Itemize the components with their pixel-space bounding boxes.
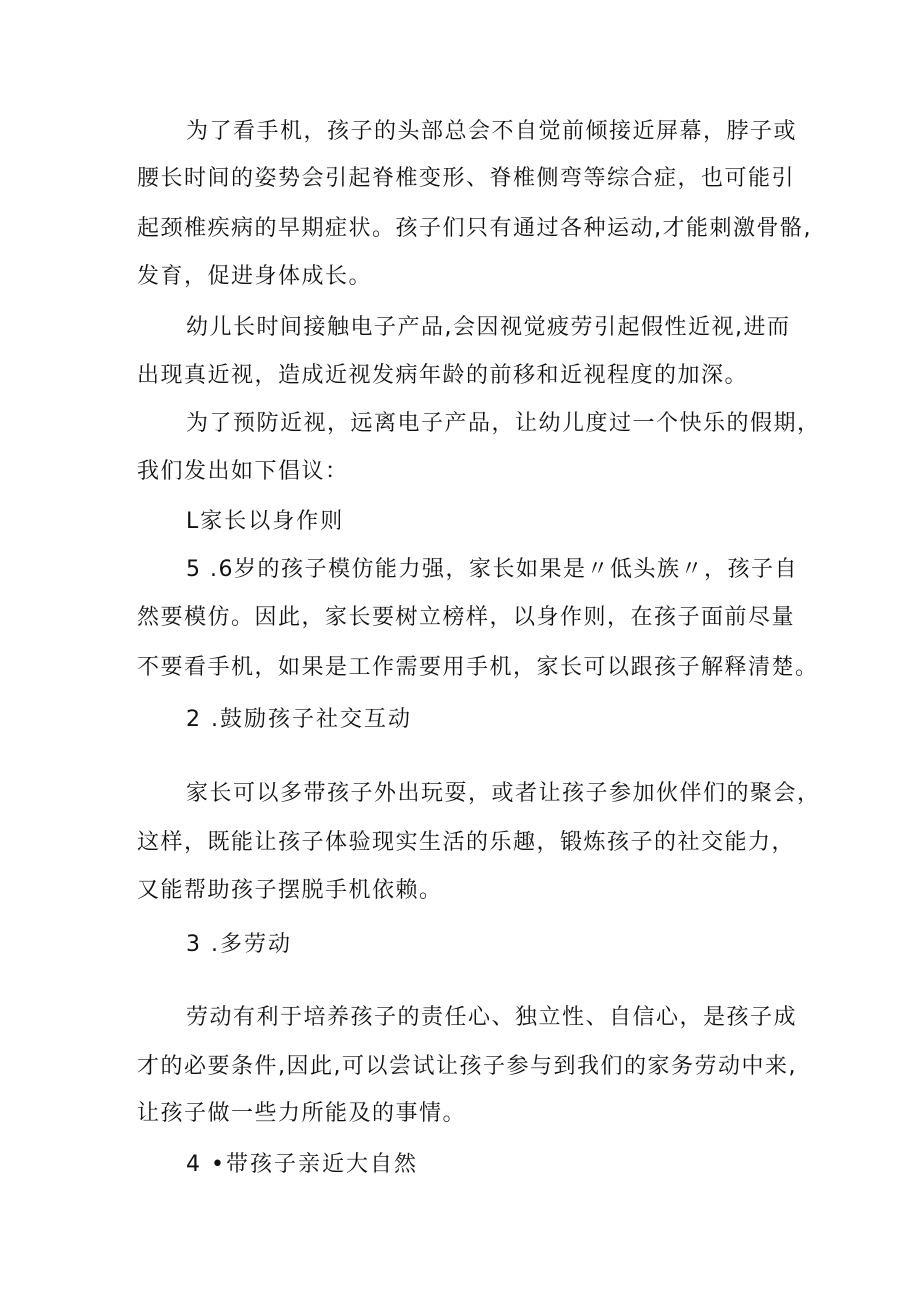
paragraph-line: 发育，促进身体成长。 — [137, 264, 373, 289]
paragraph-line: 然要模仿。因此，家长要树立榜样，以身作则，在孩子面前尽量 — [137, 605, 796, 630]
paragraph-line: 起颈椎疾病的早期症状。孩子们只有通过各种运动,才能刺激骨骼, — [137, 216, 812, 241]
paragraph-line: 幼儿长时间接触电子产品,会因视觉疲劳引起假性近视,进而 — [186, 315, 791, 340]
paragraph-line: 为了预防近视，远离电子产品，让幼儿度过一个快乐的假期， — [186, 411, 821, 436]
paragraph-line: 家长可以多带孩子外出玩耍，或者让孩子参加伙伴们的聚会， — [186, 781, 821, 806]
paragraph-line: 这样，既能让孩子体验现实生活的乐趣，锻炼孩子的社交能力， — [137, 830, 796, 855]
paragraph-line: 出现真近视，造成近视发病年龄的前移和近视程度的加深。 — [137, 363, 749, 388]
paragraph-line: 才的必要条件,因此,可以尝试让孩子参与到我们的家务劳动中来, — [137, 1054, 797, 1079]
paragraph-line: 腰长时间的姿势会引起脊椎变形、脊椎侧弯等综合症，也可能引 — [137, 166, 796, 191]
section-heading: 3 .多劳动 — [186, 932, 292, 957]
paragraph-line: 劳动有利于培养孩子的责任心、独立性、自信心，是孩子成 — [186, 1005, 798, 1030]
paragraph-line: 5 .6岁的孩子模仿能力强，家长如果是〃低头族〃，孩子自 — [186, 557, 798, 582]
paragraph-line: 不要看手机，如果是工作需要用手机，家长可以跟孩子解释清楚。 — [137, 655, 819, 680]
section-heading: L家长以身作则 — [186, 509, 345, 534]
paragraph-line: 我们发出如下倡议： — [137, 459, 349, 484]
section-heading: 4 •带孩子亲近大自然 — [186, 1152, 418, 1177]
paragraph-line: 为了看手机，孩子的头部总会不自觉前倾接近屏幕，脖子或 — [186, 119, 798, 144]
paragraph-line: 让孩子做一些力所能及的事情。 — [137, 1101, 467, 1126]
paragraph-line: 又能帮助孩子摆脱手机依赖。 — [137, 878, 443, 903]
section-heading: 2 .鼓励孩子社交互动 — [186, 707, 412, 732]
